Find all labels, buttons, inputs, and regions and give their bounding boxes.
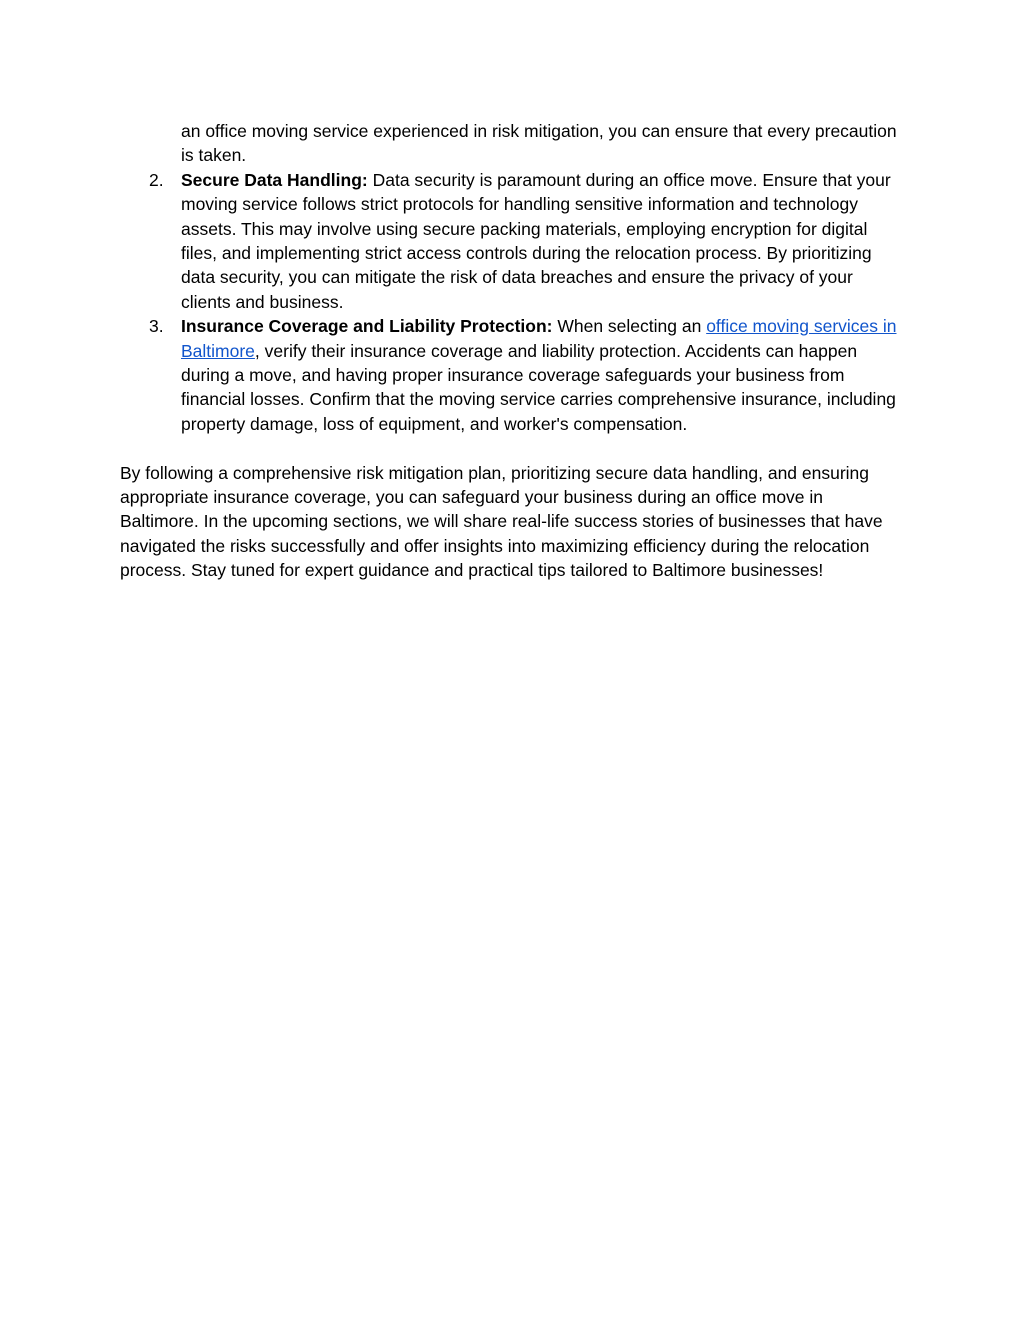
list-item-insurance-coverage bbox=[120, 314, 900, 436]
closing-paragraph: By following a comprehensive risk mitigation plan, prioritizing secure data handling, and ensuring appropriate insurance coverage, you can safeguard your business during an office move in Baltimore. In the upcoming sections, we will share real-life success stories of businesses that have navigated the risks successfully and offer insights into maximizing efficiency during the relocation process. Stay tuned for expert guidance and practical tips tailored to Baltimore businesses! bbox=[120, 462, 883, 581]
list-item-number: 3. bbox=[149, 316, 164, 337]
list-item-number: 2. bbox=[149, 169, 164, 190]
office-moving-services-link[interactable]: office moving services in Baltimore bbox=[181, 316, 897, 361]
list-item-heading: Secure Data Handling: bbox=[181, 169, 368, 190]
list-item-body-after-link: , verify their insurance coverage and liability protection. Accidents can happen during a move, and having proper insurance coverage safeguards your business from financial losses. Confirm that the moving service carries comprehensive insurance, including property damage, loss of equipment, and worker's compensation. bbox=[181, 340, 896, 434]
continuation-text: an office moving service experienced in risk mitigation, you can ensure that every precaution is taken. bbox=[181, 121, 897, 166]
document-body bbox=[120, 119, 900, 583]
list-item-body-before-link: When selecting an bbox=[552, 316, 707, 337]
list-item-body: Data security is paramount during an office move. Ensure that your moving service follows strict protocols for handling sensitive information and technology assets. This may involve using secure packing materials, employing encryption for digital files, and implementing strict access controls during the relocation process. By prioritizing data security, you can mitigate the risk of data breaches and ensure the privacy of your clients and business. bbox=[181, 169, 891, 312]
list-item-heading: Insurance Coverage and Liability Protection: bbox=[181, 316, 553, 337]
list-item-secure-data-handling bbox=[120, 168, 900, 314]
list-item-continuation bbox=[120, 119, 900, 168]
